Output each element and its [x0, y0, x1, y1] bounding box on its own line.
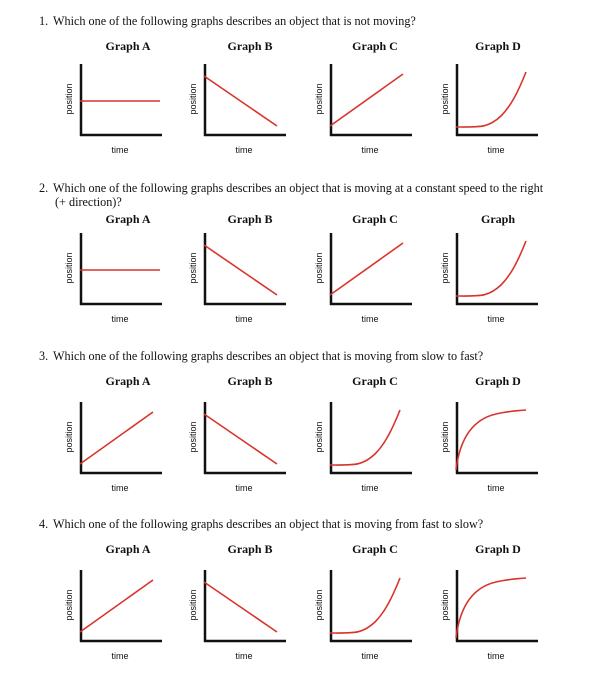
graph-plot — [330, 570, 430, 640]
graph-plot — [80, 64, 180, 134]
question-prompt: Which one of the following graphs describes an object that is moving from fast to slow? — [53, 517, 484, 531]
y-axis-label: position — [64, 252, 74, 284]
graph-title: Graph D — [475, 542, 521, 556]
question-prompt: Which one of the following graphs describes an object that is not moving? — [53, 14, 416, 28]
graph-title: Graph C — [352, 39, 398, 53]
position-time-graph[interactable] — [330, 402, 430, 472]
position-time-graph[interactable] — [456, 402, 556, 472]
curve-accelerating — [330, 578, 400, 633]
question-2-text — [39, 181, 543, 196]
graph-plot — [80, 570, 180, 640]
graph-plot — [456, 402, 556, 472]
curve-decelerating — [456, 578, 526, 638]
y-axis-label: position — [188, 589, 198, 621]
y-axis-label: position — [314, 83, 324, 115]
position-time-graph[interactable] — [80, 233, 180, 303]
question-4-text — [39, 517, 483, 532]
x-axis-label: time — [235, 314, 253, 324]
curve-increasing-line — [330, 243, 403, 295]
graph-plot — [330, 64, 430, 134]
x-axis-label: time — [111, 314, 129, 324]
curve-decreasing-line — [204, 414, 277, 464]
position-time-graph[interactable] — [204, 570, 304, 640]
y-axis-label: position — [188, 421, 198, 453]
position-time-graph[interactable] — [456, 233, 556, 303]
question-number: 1. — [39, 14, 49, 28]
graph-title: Graph D — [475, 39, 521, 53]
y-axis-label: position — [314, 589, 324, 621]
question-prompt-continued: (+ direction)? — [55, 195, 122, 209]
graph-title: Graph A — [105, 374, 151, 388]
graph-title: Graph C — [352, 542, 398, 556]
position-time-graph[interactable] — [330, 64, 430, 134]
curve-accelerating — [456, 72, 526, 127]
y-axis-label: position — [440, 252, 450, 284]
question-number: 4. — [39, 517, 49, 531]
x-axis-label: time — [111, 145, 129, 155]
graph-plot — [456, 233, 556, 303]
graph-title: Graph B — [227, 542, 273, 556]
question-prompt: Which one of the following graphs describes an object that is moving from slow to fast? — [53, 349, 484, 363]
curve-increasing-line — [80, 412, 153, 464]
x-axis-label: time — [235, 483, 253, 493]
graph-title: Graph B — [227, 39, 273, 53]
curve-accelerating — [456, 241, 526, 296]
graph-plot — [330, 402, 430, 472]
question-3-text — [39, 349, 483, 364]
graph-title: Graph C — [352, 212, 398, 226]
graph-title: Graph — [480, 212, 516, 226]
curve-decelerating — [456, 410, 526, 470]
graph-title: Graph C — [352, 374, 398, 388]
y-axis-label: position — [440, 83, 450, 115]
graph-title: Graph B — [227, 374, 273, 388]
y-axis-label: position — [440, 421, 450, 453]
x-axis-label: time — [361, 651, 379, 661]
curve-increasing-line — [330, 74, 403, 126]
x-axis-label: time — [361, 145, 379, 155]
graph-plot — [204, 233, 304, 303]
graph-plot — [80, 402, 180, 472]
position-time-graph[interactable] — [456, 570, 556, 640]
question-prompt: Which one of the following graphs describes an object that is moving at a constant speed to the right — [53, 181, 544, 195]
x-axis-label: time — [235, 651, 253, 661]
question-number: 3. — [39, 349, 49, 363]
graph-title: Graph A — [105, 542, 151, 556]
question-1-text — [39, 14, 416, 29]
position-time-graph[interactable] — [456, 64, 556, 134]
curve-decreasing-line — [204, 245, 277, 295]
y-axis-label: position — [64, 421, 74, 453]
graph-plot — [204, 402, 304, 472]
x-axis-label: time — [487, 145, 505, 155]
curve-decreasing-line — [204, 76, 277, 126]
x-axis-label: time — [487, 314, 505, 324]
x-axis-label: time — [487, 651, 505, 661]
graph-title: Graph A — [105, 39, 151, 53]
curve-decreasing-line — [204, 582, 277, 632]
x-axis-label: time — [361, 483, 379, 493]
graph-plot — [456, 570, 556, 640]
graph-title: Graph A — [105, 212, 151, 226]
graph-title: Graph B — [227, 212, 273, 226]
graph-plot — [204, 570, 304, 640]
position-time-graph[interactable] — [80, 64, 180, 134]
position-time-graph[interactable] — [330, 233, 430, 303]
y-axis-label: position — [64, 83, 74, 115]
graph-plot — [330, 233, 430, 303]
graph-plot — [80, 233, 180, 303]
question-number: 2. — [39, 181, 49, 195]
y-axis-label: position — [440, 589, 450, 621]
x-axis-label: time — [111, 651, 129, 661]
y-axis-label: position — [188, 83, 198, 115]
x-axis-label: time — [487, 483, 505, 493]
position-time-graph[interactable] — [204, 233, 304, 303]
curve-accelerating — [330, 410, 400, 465]
position-time-graph[interactable] — [80, 570, 180, 640]
y-axis-label: position — [314, 421, 324, 453]
position-time-graph[interactable] — [204, 402, 304, 472]
graph-plot — [456, 64, 556, 134]
x-axis-label: time — [361, 314, 379, 324]
position-time-graph[interactable] — [80, 402, 180, 472]
x-axis-label: time — [111, 483, 129, 493]
graph-plot — [204, 64, 304, 134]
y-axis-label: position — [64, 589, 74, 621]
graph-title: Graph D — [475, 374, 521, 388]
curve-increasing-line — [80, 580, 153, 632]
x-axis-label: time — [235, 145, 253, 155]
position-time-graph[interactable] — [204, 64, 304, 134]
y-axis-label: position — [188, 252, 198, 284]
position-time-graph[interactable] — [330, 570, 430, 640]
y-axis-label: position — [314, 252, 324, 284]
